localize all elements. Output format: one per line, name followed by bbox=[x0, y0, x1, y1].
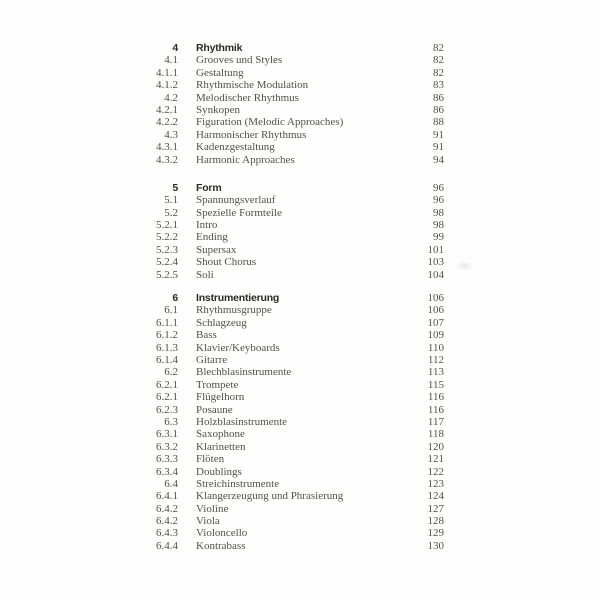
toc-entry-number: 5.2.4 bbox=[156, 256, 178, 269]
toc-entry-title: Gestaltung bbox=[196, 66, 244, 79]
toc-entry-page: 96 bbox=[433, 194, 444, 207]
toc-row bbox=[148, 453, 444, 465]
toc-row bbox=[148, 366, 444, 378]
toc-entry-page: 116 bbox=[427, 391, 444, 404]
toc-entry-title: Figuration (Melodic Approaches) bbox=[196, 116, 344, 129]
toc-entry-title: Klarinetten bbox=[196, 440, 246, 453]
toc-row bbox=[148, 154, 444, 166]
toc-entry-page: 101 bbox=[427, 243, 444, 256]
toc-entry-page: 104 bbox=[427, 268, 444, 281]
toc-entry-title: Intro bbox=[196, 219, 218, 232]
toc-entry-number: 4.1.1 bbox=[156, 66, 178, 79]
toc-entry-page: 120 bbox=[427, 440, 444, 453]
toc-entry-number: 4.2.2 bbox=[156, 116, 178, 129]
toc-row bbox=[148, 304, 444, 316]
toc-entry-page: 88 bbox=[433, 116, 444, 129]
toc bbox=[148, 42, 444, 552]
toc-entry-number: 6.1.2 bbox=[156, 329, 178, 342]
toc-entry-number: 6.3.1 bbox=[156, 428, 178, 441]
toc-entry-page: 123 bbox=[427, 477, 444, 490]
toc-section-heading-row bbox=[148, 42, 444, 54]
toc-entry-number: 6.4.1 bbox=[156, 490, 178, 503]
toc-entry-page: 83 bbox=[433, 79, 444, 92]
toc-entry-number: 5.2 bbox=[164, 206, 178, 219]
toc-row bbox=[148, 104, 444, 116]
toc-entry-page: 91 bbox=[433, 141, 444, 154]
toc-entry-number: 6.2 bbox=[164, 366, 178, 379]
toc-entry-title: Violoncello bbox=[196, 527, 248, 540]
toc-entry-page: 117 bbox=[427, 415, 444, 428]
toc-entry-number: 5.2.3 bbox=[156, 243, 178, 256]
toc-entry-page: 124 bbox=[427, 490, 444, 503]
toc-entry-page: 115 bbox=[427, 378, 444, 391]
toc-entry-number: 4.2.1 bbox=[156, 103, 178, 116]
toc-entry-title: Posaune bbox=[196, 403, 233, 416]
toc-entry-number: 6 bbox=[172, 292, 178, 305]
toc-entry-page: 106 bbox=[427, 304, 444, 317]
toc-entry-number: 6.2.3 bbox=[156, 403, 178, 416]
toc-row bbox=[148, 329, 444, 341]
toc-entry-title: Blechblasinstrumente bbox=[196, 366, 292, 379]
toc-row bbox=[148, 194, 444, 206]
toc-entry-page: 99 bbox=[433, 231, 444, 244]
toc-row bbox=[148, 116, 444, 128]
toc-entry-title: Schlagzeug bbox=[196, 316, 247, 329]
toc-row bbox=[148, 466, 444, 478]
toc-entry-page: 113 bbox=[427, 366, 444, 379]
toc-entry-title: Kadenzgestaltung bbox=[196, 141, 275, 154]
toc-row bbox=[148, 428, 444, 440]
toc-entry-title: Bass bbox=[196, 329, 217, 342]
toc-entry-number: 6.1 bbox=[164, 304, 178, 317]
toc-entry-title: Violine bbox=[196, 502, 229, 515]
toc-entry-title: Gitarre bbox=[196, 353, 228, 366]
scan-smudge bbox=[455, 261, 475, 271]
toc-entry-number: 6.2.1 bbox=[156, 391, 178, 404]
toc-entry-page: 106 bbox=[427, 292, 444, 305]
toc-section-heading-row bbox=[148, 182, 444, 194]
toc-entry-title: Spannungsverlauf bbox=[196, 194, 276, 207]
toc-entry-number: 6.4.2 bbox=[156, 502, 178, 515]
toc-row bbox=[148, 207, 444, 219]
toc-entry-title: Grooves und Styles bbox=[196, 54, 283, 67]
toc-row bbox=[148, 515, 444, 527]
toc-entry-title: Ending bbox=[196, 231, 228, 244]
toc-entry-title: Flügelhorn bbox=[196, 391, 245, 404]
toc-entry-number: 4.1.2 bbox=[156, 79, 178, 92]
toc-entry-number: 6.1.1 bbox=[156, 316, 178, 329]
toc-entry-page: 130 bbox=[427, 539, 444, 552]
toc-section bbox=[148, 182, 444, 281]
toc-entry-title: Kontrabass bbox=[196, 539, 246, 552]
toc-entry-number: 4.2 bbox=[164, 91, 178, 104]
toc-entry-number: 6.3.2 bbox=[156, 440, 178, 453]
toc-entry-title: Harmonischer Rhythmus bbox=[196, 128, 307, 141]
toc-entry-page: 121 bbox=[427, 453, 444, 466]
toc-entry-page: 91 bbox=[433, 128, 444, 141]
toc-row bbox=[148, 231, 444, 243]
toc-entry-page: 98 bbox=[433, 219, 444, 232]
toc-entry-number: 6.4 bbox=[164, 477, 178, 490]
toc-entry-number: 6.1.4 bbox=[156, 353, 178, 366]
toc-entry-page: 103 bbox=[427, 256, 444, 269]
toc-entry-number: 4.3.1 bbox=[156, 141, 178, 154]
toc-entry-title: Supersax bbox=[196, 243, 237, 256]
toc-entry-page: 116 bbox=[427, 403, 444, 416]
toc-row bbox=[148, 478, 444, 490]
toc-entry-title: Melodischer Rhythmus bbox=[196, 91, 299, 104]
toc-row bbox=[148, 379, 444, 391]
toc-entry-number: 6.3.3 bbox=[156, 453, 178, 466]
toc-row bbox=[148, 256, 444, 268]
toc-entry-number: 4.1 bbox=[164, 54, 178, 67]
toc-row bbox=[148, 354, 444, 366]
toc-entry-number: 6.2.1 bbox=[156, 378, 178, 391]
toc-entry-page: 98 bbox=[433, 206, 444, 219]
toc-entry-title: Spezielle Formteile bbox=[196, 206, 282, 219]
toc-entry-title: Klangerzeugung und Phrasierung bbox=[196, 490, 344, 503]
toc-entry-title: Synkopen bbox=[196, 103, 240, 116]
toc-entry-title: Rhythmische Modulation bbox=[196, 79, 309, 92]
toc-entry-number: 4 bbox=[172, 42, 178, 54]
toc-entry-number: 5 bbox=[172, 181, 178, 194]
toc-entry-page: 112 bbox=[427, 353, 444, 366]
toc-entry-title: Soli bbox=[196, 268, 214, 281]
toc-row bbox=[148, 219, 444, 231]
toc-entry-title: Instrumentierung bbox=[196, 292, 280, 305]
toc-row bbox=[148, 540, 444, 552]
toc-entry-page: 118 bbox=[427, 428, 444, 441]
toc-entry-number: 5.2.2 bbox=[156, 231, 178, 244]
toc-row bbox=[148, 92, 444, 104]
toc-entry-title: Viola bbox=[196, 515, 220, 528]
toc-entry-number: 4.3.2 bbox=[156, 153, 178, 166]
toc-entry-page: 86 bbox=[433, 103, 444, 116]
toc-entry-number: 6.4.4 bbox=[156, 539, 178, 552]
toc-entry-title: Rhythmik bbox=[196, 42, 243, 54]
toc-entry-page: 122 bbox=[427, 465, 444, 478]
toc-section-heading-row bbox=[148, 292, 444, 304]
toc-entry-page: 109 bbox=[427, 329, 444, 342]
toc-entry-page: 110 bbox=[427, 341, 444, 354]
toc-entry-title: Saxophone bbox=[196, 428, 245, 441]
toc-entry-title: Holzblasinstrumente bbox=[196, 415, 288, 428]
toc-entry-page: 128 bbox=[427, 515, 444, 528]
toc-entry-number: 6.3 bbox=[164, 415, 178, 428]
toc-entry-page: 82 bbox=[433, 54, 444, 67]
toc-entry-page: 94 bbox=[433, 153, 444, 166]
toc-entry-page: 82 bbox=[433, 66, 444, 79]
toc-row bbox=[148, 342, 444, 354]
toc-entry-number: 5.2.5 bbox=[156, 268, 178, 281]
toc-entry-title: Rhythmusgruppe bbox=[196, 304, 272, 317]
toc-row bbox=[148, 527, 444, 539]
toc-row bbox=[148, 141, 444, 153]
toc-row bbox=[148, 54, 444, 66]
toc-entry-title: Klavier/Keyboards bbox=[196, 341, 280, 354]
toc-entry-number: 6.4.3 bbox=[156, 527, 178, 540]
toc-entry-number: 5.2.1 bbox=[156, 219, 178, 232]
toc-row bbox=[148, 416, 444, 428]
toc-entry-number: 6.4.2 bbox=[156, 515, 178, 528]
toc-entry-page: 127 bbox=[427, 502, 444, 515]
toc-entry-title: Trompete bbox=[196, 378, 239, 391]
toc-row bbox=[148, 244, 444, 256]
toc-row bbox=[148, 490, 444, 502]
toc-row bbox=[148, 317, 444, 329]
toc-entry-title: Form bbox=[196, 181, 222, 194]
toc-entry-number: 4.3 bbox=[164, 128, 178, 141]
toc-entry-title: Doublings bbox=[196, 465, 242, 478]
toc-entry-number: 6.3.4 bbox=[156, 465, 178, 478]
toc-entry-page: 82 bbox=[433, 42, 444, 54]
toc-row bbox=[148, 269, 444, 281]
toc-entry-title: Flöten bbox=[196, 453, 225, 466]
toc-entry-title: Streichinstrumente bbox=[196, 477, 280, 490]
toc-entry-number: 5.1 bbox=[164, 194, 178, 207]
toc-entry-page: 107 bbox=[427, 316, 444, 329]
toc-row bbox=[148, 129, 444, 141]
toc-row bbox=[148, 391, 444, 403]
toc-row bbox=[148, 441, 444, 453]
toc-row bbox=[148, 404, 444, 416]
toc-entry-page: 86 bbox=[433, 91, 444, 104]
toc-entry-number: 6.1.3 bbox=[156, 341, 178, 354]
toc-row bbox=[148, 503, 444, 515]
toc-entry-page: 96 bbox=[433, 181, 444, 194]
toc-section bbox=[148, 42, 444, 166]
toc-section bbox=[148, 292, 444, 552]
toc-entry-page: 129 bbox=[427, 527, 444, 540]
toc-row bbox=[148, 79, 444, 91]
toc-entry-title: Shout Chorus bbox=[196, 256, 257, 269]
toc-row bbox=[148, 67, 444, 79]
toc-entry-title: Harmonic Approaches bbox=[196, 153, 295, 166]
